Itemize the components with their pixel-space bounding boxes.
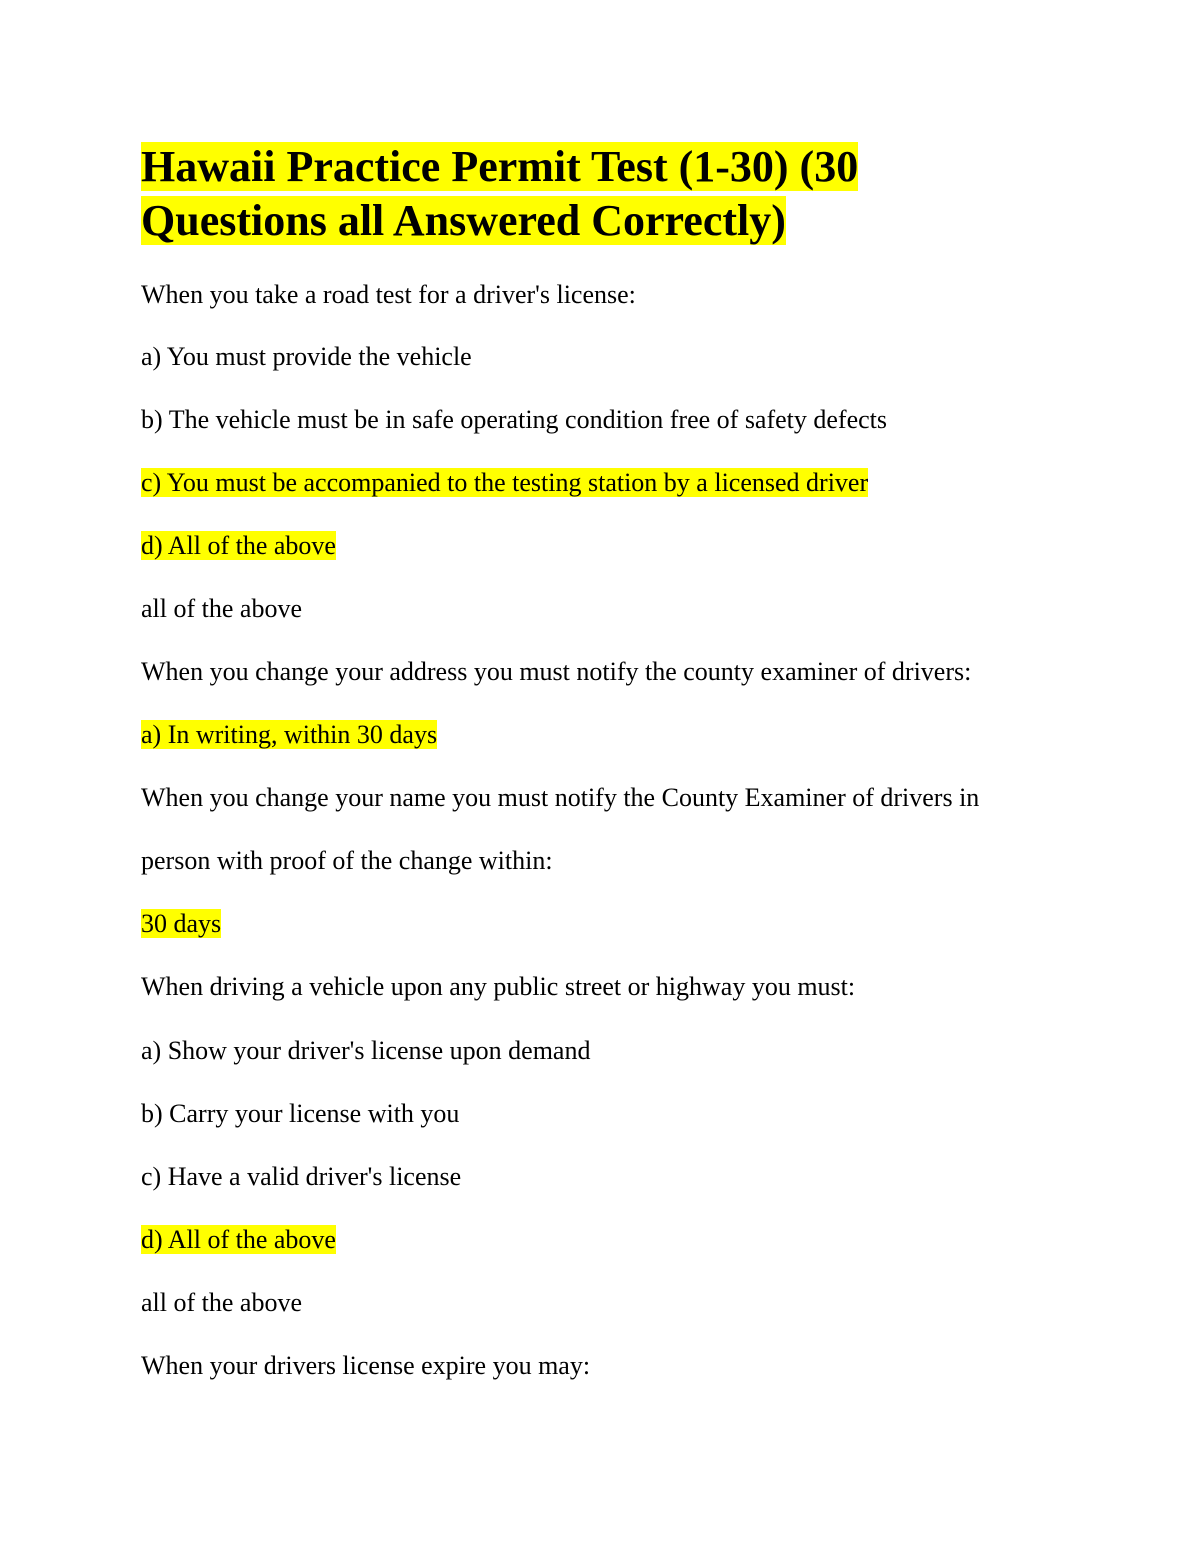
line-text: all of the above <box>141 1288 302 1317</box>
highlighted-answer: c) You must be accompanied to the testing station by a licensed driver <box>141 468 869 497</box>
question-4-option-c <box>141 1161 461 1193</box>
question-4-answer <box>141 1287 302 1319</box>
title-line-2: Questions all Answered Correctly) <box>141 196 786 245</box>
title-line-1: Hawaii Practice Permit Test (1-30) (30 <box>141 142 859 191</box>
question-5-text <box>141 1350 590 1382</box>
line-text: When you change your name you must notify the County Examiner of drivers in <box>141 783 980 812</box>
line-text: person with proof of the change within: <box>141 846 553 875</box>
line-text: b) The vehicle must be in safe operating condition free of safety defects <box>141 405 888 434</box>
document-title <box>141 140 1041 248</box>
question-1-option-c <box>141 467 868 499</box>
question-4-option-b <box>141 1098 459 1130</box>
line-text: c) Have a valid driver's license <box>141 1162 462 1191</box>
question-2-text <box>141 656 971 688</box>
question-2-answer <box>141 719 437 751</box>
line-text: When your drivers license expire you may: <box>141 1351 591 1380</box>
line-text: a) Show your driver's license upon demand <box>141 1036 591 1065</box>
question-4-option-a <box>141 1035 590 1067</box>
question-1-option-b <box>141 404 887 436</box>
line-text: b) Carry your license with you <box>141 1099 460 1128</box>
highlighted-answer: d) All of the above <box>141 531 336 560</box>
line-text: When driving a vehicle upon any public street or highway you must: <box>141 972 856 1001</box>
highlighted-answer: a) In writing, within 30 days <box>141 720 438 749</box>
question-1-answer <box>141 593 302 625</box>
question-3-text-line-2 <box>141 845 553 877</box>
line-text: When you take a road test for a driver's license: <box>141 280 636 309</box>
highlighted-answer: d) All of the above <box>141 1225 336 1254</box>
question-1-option-d <box>141 530 336 562</box>
highlighted-answer: 30 days <box>141 909 222 938</box>
question-4-text <box>141 971 855 1003</box>
question-1-text <box>141 279 636 311</box>
line-text: all of the above <box>141 594 302 623</box>
line-text: When you change your address you must notify the county examiner of drivers: <box>141 657 972 686</box>
question-1-option-a <box>141 341 472 373</box>
question-3-text-line-1 <box>141 782 979 814</box>
question-4-option-d <box>141 1224 336 1256</box>
question-3-answer <box>141 908 221 940</box>
line-text: a) You must provide the vehicle <box>141 342 472 371</box>
